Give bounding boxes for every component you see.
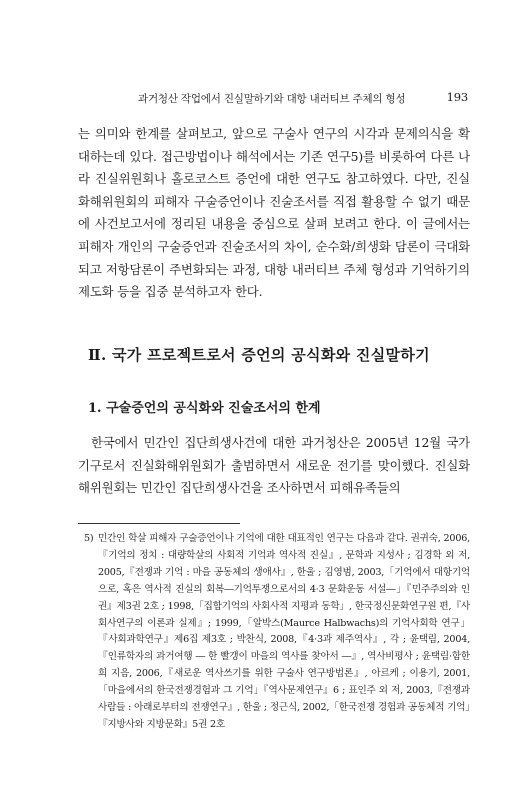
running-title: 과거청산 작업에서 진실말하기와 대항 내러티브 주체의 형성 — [138, 93, 406, 105]
body-paragraph-2: 한국에서 민간인 집단희생사건에 대한 과거청산은 2005년 12월 국가기구로서 진실화해위원회가 출범하면서 새로운 전기를 맞이했다. 진실화해위원회는 민간인 집단희생사건을 조사하면서 피해유족들의 — [78, 435, 470, 496]
running-header — [138, 91, 468, 106]
page-number: 193 — [446, 90, 468, 104]
body-paragraph-1: 는 의미와 한계를 살펴보고, 앞으로 구술사 연구의 시각과 문제의식을 확대하는데 있다. 접근방법이나 해석에서는 기존 연구5)를 비롯하여 다른 나라 진실위원회나 홀로코스트 증언에 대한 연구도 참고하였다. 다만, 진실화해위원회의 피해자 구술증언이나 진술조서를 직접 활용할 수 없기 때문에 사건보고서에 정리된 내용을 중심으로 살펴 보려고 한다. 이 글에서는 피해자 개인의 구술증언과 진술조서의 차이, 순수화/희생화 담론이 극대화되고 저항담론이 주변화되는 과정, 대항 내러티브 주체 형성과 기억하기의 제도화 등을 집중 분석하고자 한다. — [78, 126, 470, 300]
footnote-number: 5) — [84, 533, 94, 544]
section-heading: Ⅱ. 국가 프로젝트로서 증언의 공식화와 진실말하기 — [88, 346, 430, 364]
footnote-divider — [78, 523, 240, 524]
footnote — [84, 531, 470, 734]
footnote-text: 민간인 학살 피해자 구술증언이나 기억에 대한 대표적인 연구는 다음과 같다. 권귀숙, 2006,『기억의 정치 : 대량학살의 사회적 기억과 역사적 진실』, 문학과 지성사 ; 김경학 외 저, 2005,『전쟁과 기억 : 마을 공동체의 생애사』, 한울 ; 김영범, 2003,「기억에서 대항기억으로, 혹은 역사적 진실의 회복―기억투쟁으로서의 4·3 문화운동 서설―」『민주주의와 인권』제3권 2호 ; 1998,「집합기억의 사회사적 지평과 동학」, 한국정신문화연구원 편,『사회사연구의 이론과 실제』; 1999,「알박스(Maurce Halbwachs)의 기억사회학 연구」『사회과학연구』제6집 제3호 ; 박찬식, 2008,『4·3과 제주역사』, 각 ; 윤택림, 2004,『인류학자의 과거여행 ― 한 빨갱이 마을의 역사를 찾아서 ―』, 역사비평사 ; 윤택림·함한희 지음, 2006,『새로운 역사쓰기를 위한 구술사 연구방법론』, 아르케 ; 이용기, 2001,「마을에서의 한국전쟁경험과 그 기억」『역사문제연구』6 ; 표인주 외 저, 2003,『전쟁과 사람들 : 아래로부터의 전쟁연구』, 한울 ; 정근식, 2002,「한국전쟁 경험과 공동체적 기억」『지방사와 지방문화』5권 2호 — [98, 533, 470, 730]
subsection-heading: 1. 구술증언의 공식화와 진술조서의 한계 — [88, 401, 321, 416]
